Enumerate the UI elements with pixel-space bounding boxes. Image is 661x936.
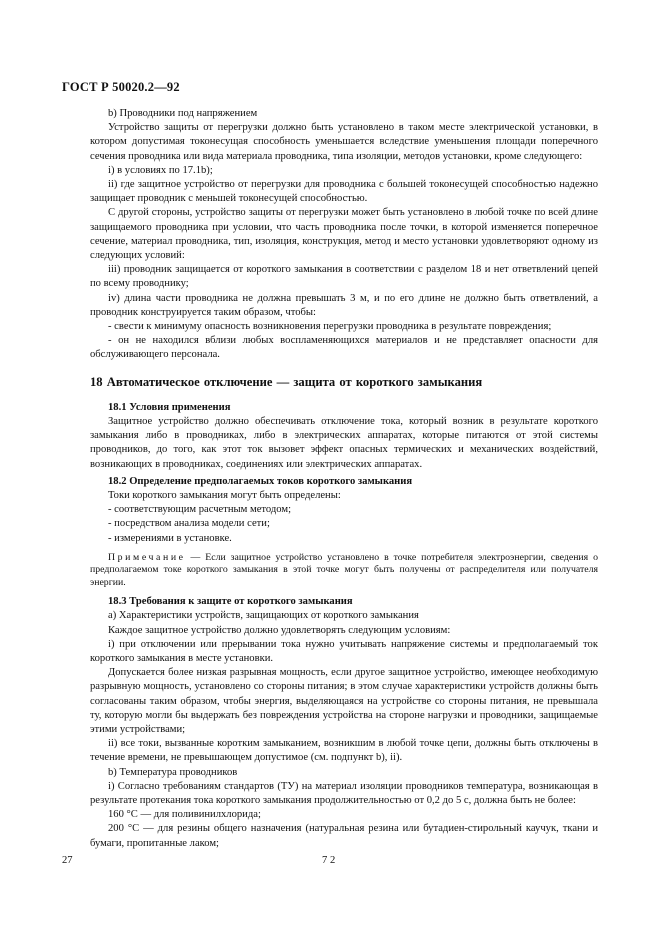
- sheet-number: 7 2: [322, 855, 336, 866]
- subsection-18-2-title: 18.2 Определение предполагаемых токов короткого замыкания: [108, 475, 413, 487]
- paragraph: i) в условиях по 17.1b);: [108, 164, 213, 176]
- paragraph: - свести к минимуму опасность возникновения перегрузки проводника в результате повреждения;: [108, 321, 552, 333]
- paragraph: 160 °С — для поливинилхлорида;: [108, 809, 261, 821]
- note-label: Примечание: [108, 551, 186, 563]
- paragraph: 200 °С — для резины общего назначения (натуральная резина или бутадиен-стирольный каучук, ткани и бумаги, пропитанные лаком;: [90, 823, 598, 849]
- list-item: - посредством анализа модели сети;: [108, 518, 270, 530]
- paragraph: а) Характеристики устройств, защищающих от короткого замыкания: [108, 610, 419, 622]
- list-item: - измерениями в установке.: [108, 532, 232, 544]
- paragraph: i) Согласно требованиям стандартов (ТУ) на материал изоляции проводников температура, возникающая в результате протекания тока короткого замыкания продолжительностью от 0,2 до 5 с, должна быть не более:: [90, 780, 598, 806]
- note-paragraph: [90, 552, 598, 589]
- paragraph: Защитное устройство должно обеспечивать отключение тока, который возник в результате короткого замыкания либо в проводниках, либо в электрических аппаратах, которые питаются от этой системы проводников, до того, как этот ток вызовет эффект опасных термических и механических воздействий, возникающих в проводниках, соединениях или электрических аппаратах.: [90, 416, 598, 470]
- paragraph: С другой стороны, устройство защиты от перегрузки может быть установлено в любой точке по всей длине защищаемого проводника при условии, что часть проводника после точки, в которой изменяется поперечное сечение, материал проводника, тип, изоляция, конструкция, метод и место установки удовлетворяют одному из следующих условий:: [90, 207, 598, 262]
- document-body: [90, 107, 598, 851]
- paragraph: Токи короткого замыкания могут быть определены:: [108, 490, 341, 502]
- paragraph: Каждое защитное устройство должно удовлетворять следующим условиям:: [108, 624, 451, 636]
- page-number: 27: [62, 855, 73, 866]
- paragraph: - он не находился вблизи любых воспламеняющихся материалов и не представляет опасности для обслуживающего персонала.: [90, 335, 598, 361]
- document-code-header: ГОСТ Р 50020.2—92: [62, 80, 180, 94]
- paragraph: Устройство защиты от перегрузки должно быть установлено в таком месте электрической установки, в котором допустимая токонесущая способность уменьшается вследствие уменьшения площади поперечного сечения проводника или вида материала проводника, типа изоляции, методов установки, кроме следующего:: [90, 122, 598, 162]
- paragraph: ii) все токи, вызванные коротким замыканием, возникшим в любой точке цепи, должны быть отключены в течение времени, не превышающем допустимое (см. подпункт b), ii).: [90, 738, 598, 764]
- list-item: - соответствующим расчетным методом;: [108, 504, 292, 516]
- paragraph: iv) длина части проводника не должна превышать 3 м, и по его длине не должно быть ответвлений, а проводник конструируется таким образом, чтобы:: [90, 292, 598, 318]
- subsection-18-1-title: 18.1 Условия применения: [108, 401, 231, 413]
- paragraph: b) Температура проводников: [108, 766, 238, 778]
- section-18-title: 18 Автоматическое отключение — защита от короткого замыкания: [90, 374, 483, 389]
- subsection-18-3-title: 18.3 Требования к защите от короткого замыкания: [108, 596, 353, 608]
- paragraph: b) Проводники под напряжением: [108, 108, 258, 119]
- paragraph: i) при отключении или прерывании тока нужно учитывать напряжение системы и предполагаемый ток короткого замыкания в месте установки.: [90, 638, 598, 664]
- paragraph: iii) проводник защищается от короткого замыкания в соответствии с разделом 18 и нет ответвлений цепей по всему проводнику;: [90, 264, 598, 290]
- paragraph: Допускается более низкая разрывная мощность, если другое защитное устройство, имеющее необходимую разрывную мощность, установлено со стороны питания; в этом случае характеристики устройств должны быть согласованы таким образом, чтобы энергия, выделяющаяся на устройстве со стороны питания, не превышала ту, которую могли бы выдержать без повреждения устройства на стороне нагрузки и проводники, защищаемые этими устройствами;: [90, 667, 598, 735]
- paragraph: ii) где защитное устройство от перегрузки для проводника с большей токонесущей способностью надежно защищает проводник с меньшей токонесущей способностью.: [90, 179, 598, 205]
- note-text: — Если защитное устройство установлено в точке потребителя электроэнергии, сведения о предполагаемом токе короткого замыкания в этой точке могут быть получены от распределителя или получателя энергии.: [90, 551, 598, 588]
